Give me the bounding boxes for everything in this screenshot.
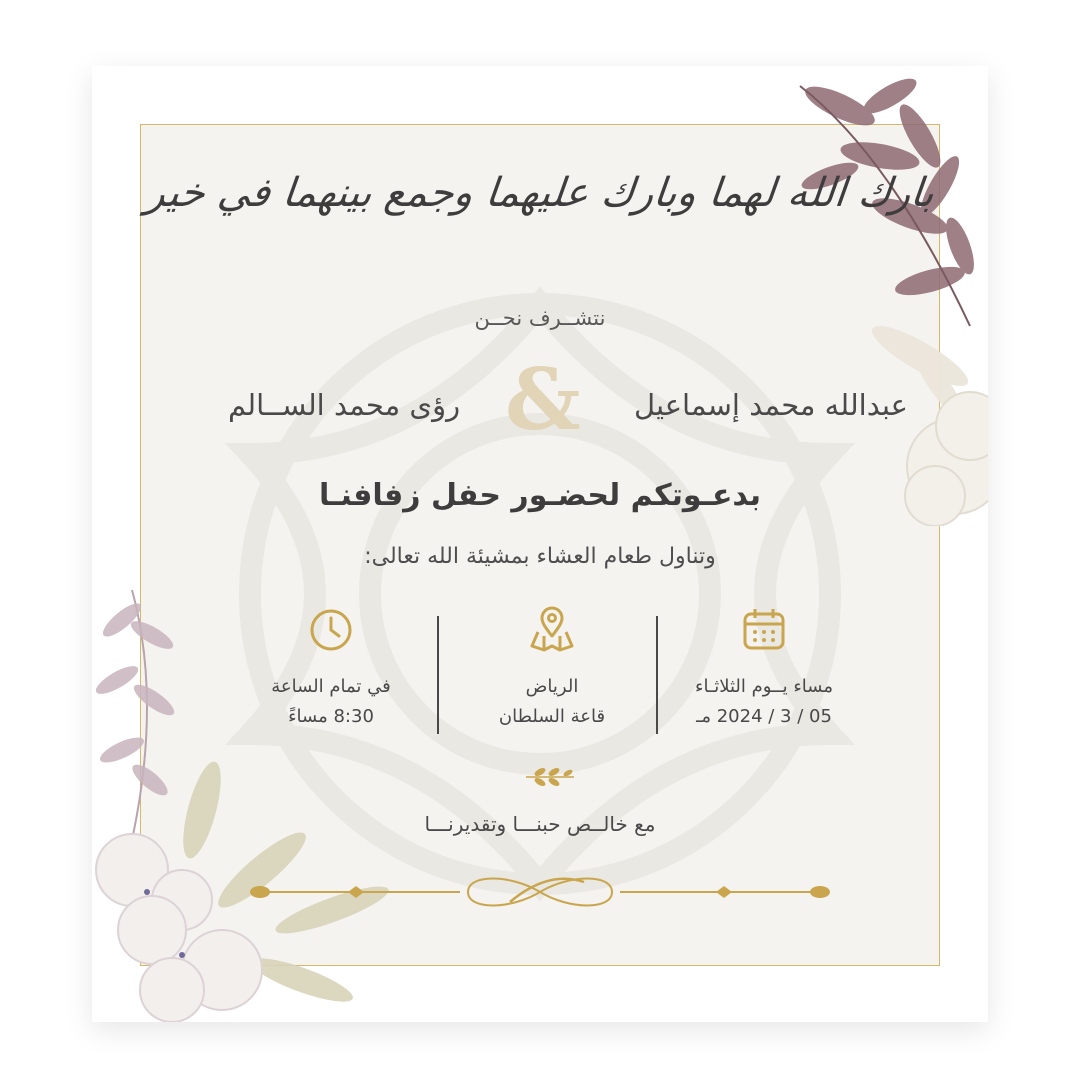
invitation-line: بدعـوتكم لحضـور حفل زفافنـا <box>318 478 762 513</box>
closing-line: مع خالــص حبنـــا وتقديرنـــا <box>424 812 656 836</box>
leaf-sprig-ornament <box>522 764 578 790</box>
date-day: مساء يــوم الثلاثـاء <box>695 676 833 697</box>
blessing-calligraphy: بارك الله لهما وبارك عليهما وجمع بينهما في خير <box>143 170 937 216</box>
location-city: الرياض <box>525 676 579 697</box>
date-block <box>654 606 874 732</box>
location-venue: قاعة السلطان <box>498 706 606 727</box>
groom-name: عبدالله محمد إسماعيل <box>634 388 908 422</box>
location-block <box>442 606 662 732</box>
calendar-icon <box>740 606 788 654</box>
clock-icon <box>307 606 355 654</box>
top-right-foliage <box>770 66 988 526</box>
gold-flourish-divider <box>248 868 832 916</box>
bride-name: رؤى محمد الســالم <box>228 388 461 422</box>
ampersand: & <box>505 350 581 449</box>
dinner-line: وتناول طعام العشاء بمشيئة الله تعالى: <box>364 544 716 569</box>
time-label: في تمام الساعة <box>271 676 391 697</box>
time-block <box>221 606 441 732</box>
time-value: 8:30 مساءً <box>288 706 374 727</box>
honor-line: نتشــرف نحــن <box>474 306 606 330</box>
map-pin-icon <box>528 606 576 654</box>
date-value: 05 / 3 / 2024 مـ <box>696 706 832 727</box>
